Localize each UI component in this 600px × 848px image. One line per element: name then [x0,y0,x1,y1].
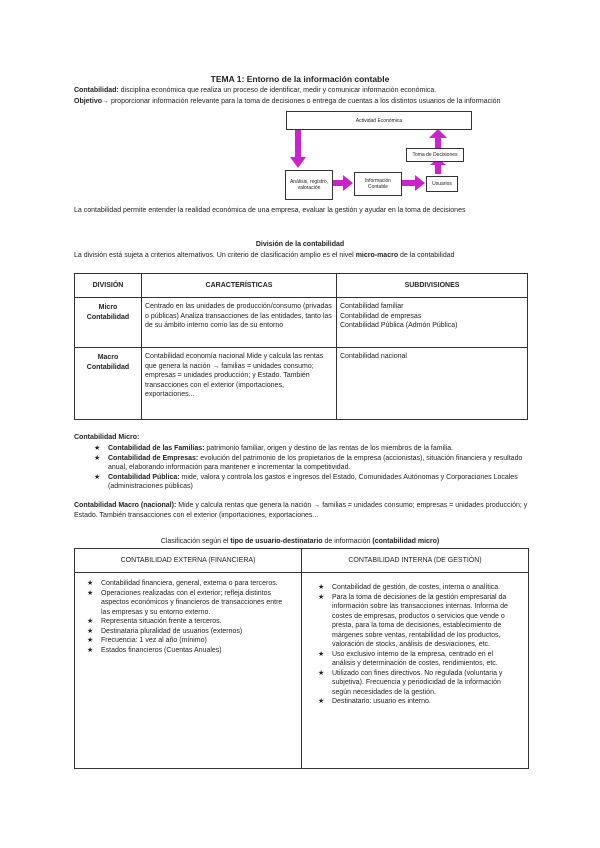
actividad-economica-box: Actividad Económica [286,111,472,130]
contabilidad-definition: disciplina económica que realiza un proceso de identificar, medir y comunicar información económica. [118,87,437,94]
summary-text: La contabilidad permite entender la realidad económica de una empresa, evaluar la gestión y ayudar en la toma de decisiones [74,207,466,214]
list-item: ★ Para la toma de decisiones de la gestión empresarial da información sobre las transacciones internas. Informa de costes de empresas, productos o servicios que vende o presta, para la toma de decisiones, establecimiento de márgenes sobre ventas, rentabilidad de los productos, valoración de stocks, análisis de desviaciones, etc. [316,593,512,650]
division-intro-c: de la contabilidad [398,252,455,259]
caption-part: tipo de usuario-destinatario [230,538,323,545]
division-subdivisiones [337,348,528,420]
list-item: ★ Frecuencia: 1 vez al año (mínimo) [85,636,287,646]
macro-term: Contabilidad Macro (nacional): [74,502,177,509]
macro-text: Mide y calcula rentas que genera la nación → familias = unidades consumo; empresas = unidades producción; y Estado. También transacciones con el exterior (importaciones, exportaciones... [74,502,528,519]
micro-list [92,444,528,492]
table-row [75,348,528,420]
micro-text: evolución del patrimonio de los propietarios de la empresa (accionistas), situación financiera y resultado anual, elaborando información para mantener e incrementar la competitividad. [108,454,523,471]
down-arrow-shaft [295,130,301,158]
division-name: Macro Contabilidad [75,348,142,420]
caption-part: (contabilidad micro) [372,538,440,545]
subdivision-item: Contabilidad familiar [340,303,404,310]
list-item: ★ Contabilidad financiera, general, externa o para terceros. [85,579,287,589]
clasificacion-table [74,548,529,769]
list-item [92,444,528,454]
interna-list [316,583,512,707]
intro-objetivo [74,97,529,107]
division-intro [74,251,529,261]
up-arrow-2-head [429,129,447,138]
division-caracteristicas: Contabilidad economía nacional Mide y calcula las rentas que genera la nación → familias = unidades consumo; empresas = unidades producción; y Estado. También transacciones con el exterior (importaciones, exportaciones... [142,348,337,420]
objetivo-definition: → proporcionar información relevante para la toma de decisiones o entrega de cuentas a los distintos usuarios de la información [102,98,501,105]
division-intro-b: micro-macro [355,252,399,259]
right-arrow-2-shaft [401,180,415,186]
header-externa: CONTABILIDAD EXTERNA (FINANCIERA) [75,549,302,573]
micro-heading: Contabilidad Micro: [74,434,140,441]
interna-cell [302,573,529,769]
table-row [75,298,528,348]
macro-paragraph [74,501,529,520]
list-item [92,473,528,492]
analisis-box: Análisis, registro, valoración [285,170,333,200]
down-arrow-head [290,157,306,168]
list-item: ★ Operaciones realizadas con el exterior; refleja distintos aspectos económicos y financieros de transacciones entre las empresas y su entorno externo. [85,589,287,618]
division-subdivisiones [337,298,528,348]
micro-term: Contabilidad de Empresas: [108,454,199,462]
list-item: ★ Uso exclusivo interno de la empresa, centrado en el análisis y determinación de costes, rendimientos, etc. [316,650,512,669]
clasificacion-caption [0,537,600,547]
list-item: ★ Destinataria pluralidad de usuarios (externos) [85,627,287,637]
division-table [74,273,528,420]
externa-list [85,579,287,655]
header-interna: CONTABILIDAD INTERNA (DE GESTIÓN) [302,549,529,573]
list-item: ★ Representa situación frente a terceros. [85,617,287,627]
micro-text: mide, valora y controla los gastos e ingresos del Estado, Comunidades Autónomas y Corporaciones Locales (administraciones públicas) [108,473,518,490]
micro-term: Contabilidad Pública: [108,473,180,481]
micro-text: patrimonio familiar, origen y destino de las rentas de los miembros de la familia. [204,445,454,452]
division-caracteristicas: Centrado en las unidades de producción/consumo (privadas o públicas) Analiza transacciones de las entidades, tanto las de su ámbito interno como las de su entorno [142,298,337,348]
caption-part: de información [322,538,373,545]
list-item: ★ Utilizado con fines directivos. No regulada (voluntaria y subjetiva). Frecuencia y periodicidad de la información según necesidades de la gestión. [316,669,512,698]
externa-cell [75,573,302,769]
right-arrow-2-head [415,175,425,191]
subdivision-item: Contabilidad de empresas [340,312,422,320]
subdivision-item: Contabilidad nacional [340,353,407,360]
objetivo-term: Objetivo [74,98,103,105]
header-division: DIVISIÓN [75,274,142,298]
header-caracteristicas: CARACTERÍSTICAS [142,274,337,298]
up-arrow-1-shaft [435,165,441,174]
right-arrow-1-head [343,175,353,191]
contabilidad-term: Contabilidad: [74,87,119,94]
intro-contabilidad [74,86,529,96]
subdivision-item: Contabilidad Pública (Admón Pública) [340,322,458,329]
division-name: Micro Contabilidad [75,298,142,348]
division-heading: División de la contabilidad [255,241,345,248]
list-item: ★ Contabilidad de gestión, de costes, interna o analítica. [316,583,512,593]
list-item [92,454,528,473]
informacion-box: Información Contable [354,172,402,196]
usuarios-box: Usuarios [426,176,458,192]
division-intro-a: La división está sujeta a criterios alternativos. Un criterio de clasificación amplio es el nivel [74,252,356,259]
toma-decisiones-box: Toma de Decisiones [406,148,464,162]
page-title: TEMA 1: Entorno de la información contable [210,74,390,84]
micro-term: Contabilidad de las Familias: [108,445,205,452]
list-item: ★ Destinatario: usuario es interno. [316,697,512,707]
list-item: ★ Estados financieros (Cuentas Anuales) [85,646,287,656]
caption-part: Clasificación según el [160,538,231,545]
header-subdivisiones: SUBDIVISIONES [337,274,528,298]
